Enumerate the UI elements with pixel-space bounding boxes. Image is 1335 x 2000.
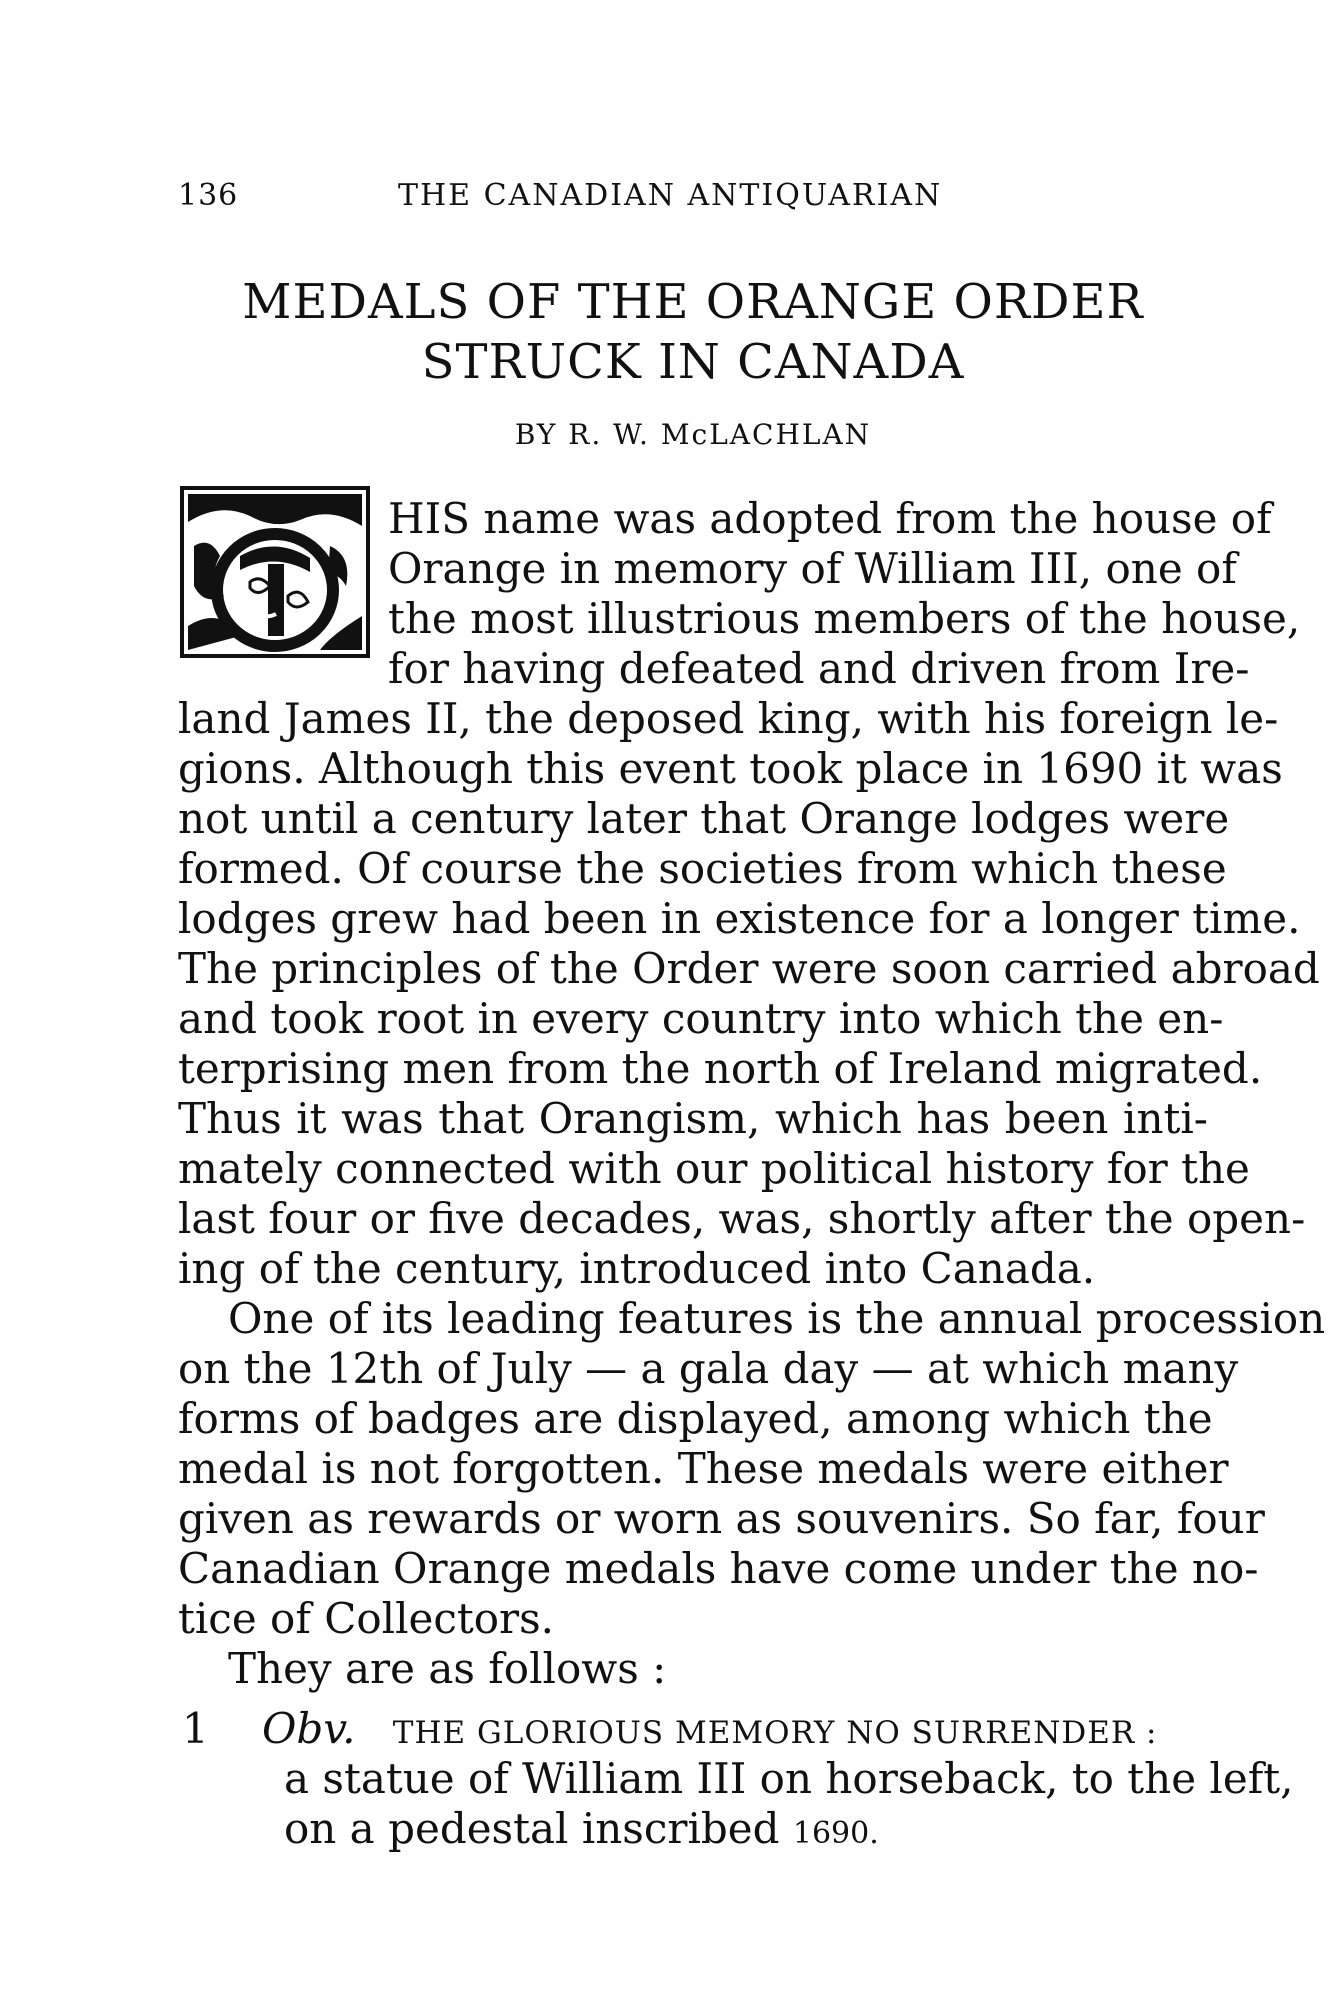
- list-item-line: a statue of William III on horseback, to the left,: [284, 1754, 1294, 1803]
- paragraph-2-line: One of its leading features is the annual procession: [228, 1294, 1326, 1343]
- svg-text:T: T: [274, 604, 276, 605]
- journal-title: THE CANADIAN ANTIQUARIAN: [398, 178, 943, 213]
- article-title-line1: MEDALS OF THE ORANGE ORDER: [242, 274, 1144, 330]
- paragraph-1-line: last four or five decades, was, shortly after the open-: [178, 1194, 1306, 1243]
- page-number: 136: [178, 178, 239, 213]
- paragraph-1-line: and took root in every country into which the en-: [178, 994, 1224, 1043]
- paragraph-2-line: tice of Collectors.: [178, 1594, 555, 1643]
- article-title: [178, 272, 1208, 392]
- paragraph-1-line: mately connected with our political history for the: [178, 1144, 1250, 1193]
- article-title-line2: STRUCK IN CANADA: [421, 334, 965, 390]
- list-item-line: [284, 1804, 1208, 1854]
- paragraph-1-line: ing of the century, introduced into Canada.: [178, 1244, 1096, 1293]
- paragraph-1-line: formed. Of course the societies from which these: [178, 844, 1227, 893]
- paragraph-2-line: given as rewards or worn as souvenirs. So far, four: [178, 1494, 1265, 1543]
- paragraph-1-line: Thus it was that Orangism, which has been inti-: [178, 1094, 1208, 1143]
- paragraph-1-line: The principles of the Order were soon carried abroad: [178, 944, 1320, 993]
- paragraph-1-line: for having defeated and driven from Ire-: [388, 644, 1250, 693]
- paragraph-1-line: lodges grew had been in existence for a longer time.: [178, 894, 1301, 943]
- paragraph-2-line: medal is not forgotten. These medals were either: [178, 1444, 1229, 1493]
- obverse-label: Obv.: [262, 1704, 356, 1753]
- paragraph-3: They are as follows :: [228, 1644, 667, 1693]
- list-item-text: on a pedestal inscribed: [284, 1804, 780, 1853]
- list-item-year: 1690.: [792, 1816, 879, 1851]
- paragraph-1-line: land James II, the deposed king, with his foreign le-: [178, 694, 1279, 743]
- obverse-legend: THE GLORIOUS MEMORY NO SURRENDER :: [392, 1715, 1158, 1751]
- list-item-number: 1: [182, 1704, 209, 1753]
- byline: BY R. W. McLACHLAN: [514, 418, 872, 451]
- paragraph-1-line: HIS name was adopted from the house of: [388, 494, 1272, 543]
- paragraph-2-line: on the 12th of July — a gala day — at which many: [178, 1344, 1239, 1393]
- drop-cap-ornament: [180, 486, 370, 658]
- paragraph-2-line: Canadian Orange medals have come under the no-: [178, 1544, 1259, 1593]
- paragraph-1-line: the most illustrious members of the house,: [388, 594, 1301, 643]
- list-item-obverse-line: [262, 1704, 1208, 1754]
- paragraph-1-line: gions. Although this event took place in 1690 it was: [178, 744, 1283, 793]
- paragraph-1-line: not until a century later that Orange lodges were: [178, 794, 1230, 843]
- paragraph-1-line: Orange in memory of William III, one of: [388, 544, 1237, 593]
- paragraph-1-line: terprising men from the north of Ireland migrated.: [178, 1044, 1263, 1093]
- paragraph-2-line: forms of badges are displayed, among which the: [178, 1394, 1213, 1443]
- decorated-initial-image: [180, 486, 370, 658]
- running-head: [178, 178, 1208, 218]
